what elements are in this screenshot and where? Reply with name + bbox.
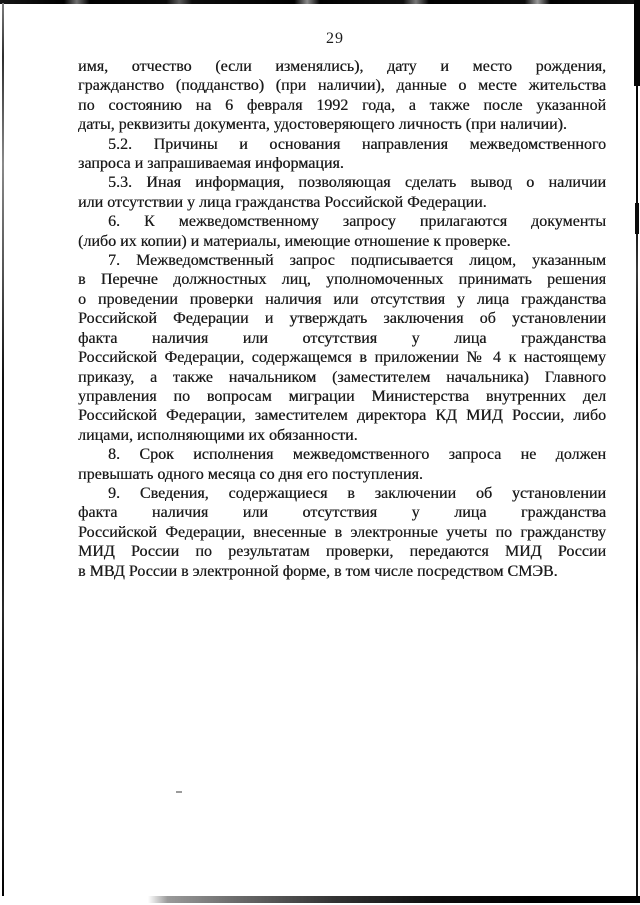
text-line: имя, отчество (если изменялись), дату и место рождения, [78,58,606,75]
text-line: превышать одного месяца со дня его поступления. [78,465,423,483]
text-line: 8. Срок исполнения межведомственного запроса не должен [108,446,606,464]
text-line: 9. Сведения, содержащиеся в заключении об установлении [108,484,606,502]
text-line: факта наличия или отсутствия у лица гражданства [78,329,606,347]
paragraph [78,212,606,251]
text-line: 5.2. Причины и основания направления межведомственного [108,135,606,153]
text-line: 7. Межведомственный запрос подписывается лицом, указанным [108,252,606,270]
text-line: или отсутствии у лица гражданства Российской Федерации. [78,193,487,211]
text-line: в Перечне должностных лиц, уполномоченных принимать решения [78,271,606,289]
paragraph [78,173,606,212]
document-body [78,57,606,581]
scan-speck [176,791,182,793]
text-line: лицами, исполняющими их обязанности. [78,426,358,444]
page-number: 29 [326,30,344,47]
paragraph [78,57,606,135]
scan-edge-right-blob-mid [635,203,639,234]
text-line: Российской Федерации, заместителем директора КД МИД России, либо [78,407,606,425]
text-line: в МВД России в электронной форме, в том числе посредством СМЭВ. [78,562,558,580]
text-line: по состоянию на 6 февраля 1992 года, а также после указанной [78,96,606,114]
scan-edge-left [2,3,4,896]
text-line: гражданство (подданство) (при наличии), данные о месте жительства [78,77,606,95]
text-line: факта наличия или отсутствия у лица гражданства [78,504,606,522]
paragraph [78,445,606,484]
text-line: 5.3. Иная информация, позволяющая сделать вывод о наличии [108,174,606,192]
text-line: запроса и запрашиваемая информация. [78,155,344,173]
text-line: управления по вопросам миграции Министерства внутренних дел [78,387,606,405]
scan-edge-bottom [148,896,640,903]
text-line: Российской Федерации и утверждать заключения об установлении [78,310,606,328]
text-line: приказу, а также начальником (заместителем начальника) Главного [78,368,606,386]
scan-edge-right [636,0,638,903]
paragraph [78,484,606,581]
scan-edge-top [0,0,640,4]
scan-edge-right-blob-top [634,0,640,86]
text-line: 6. К межведомственному запросу прилагаются документы [108,213,606,231]
text-line: МИД России по результатам проверки, передаются МИД России [78,543,606,561]
text-line: Российской Федерации, внесенные в электронные учеты по гражданству [78,523,606,541]
paragraph [78,251,606,445]
text-line: о проведении проверки наличия или отсутствия у лица гражданства [78,290,606,308]
text-line: даты, реквизиты документа, удостоверяющего личность (при наличии). [78,116,567,134]
text-line: (либо их копии) и материалы, имеющие отношение к проверке. [78,232,511,250]
text-line: Российской Федерации, содержащемся в приложении № 4 к настоящему [78,349,606,367]
paragraph [78,135,606,174]
